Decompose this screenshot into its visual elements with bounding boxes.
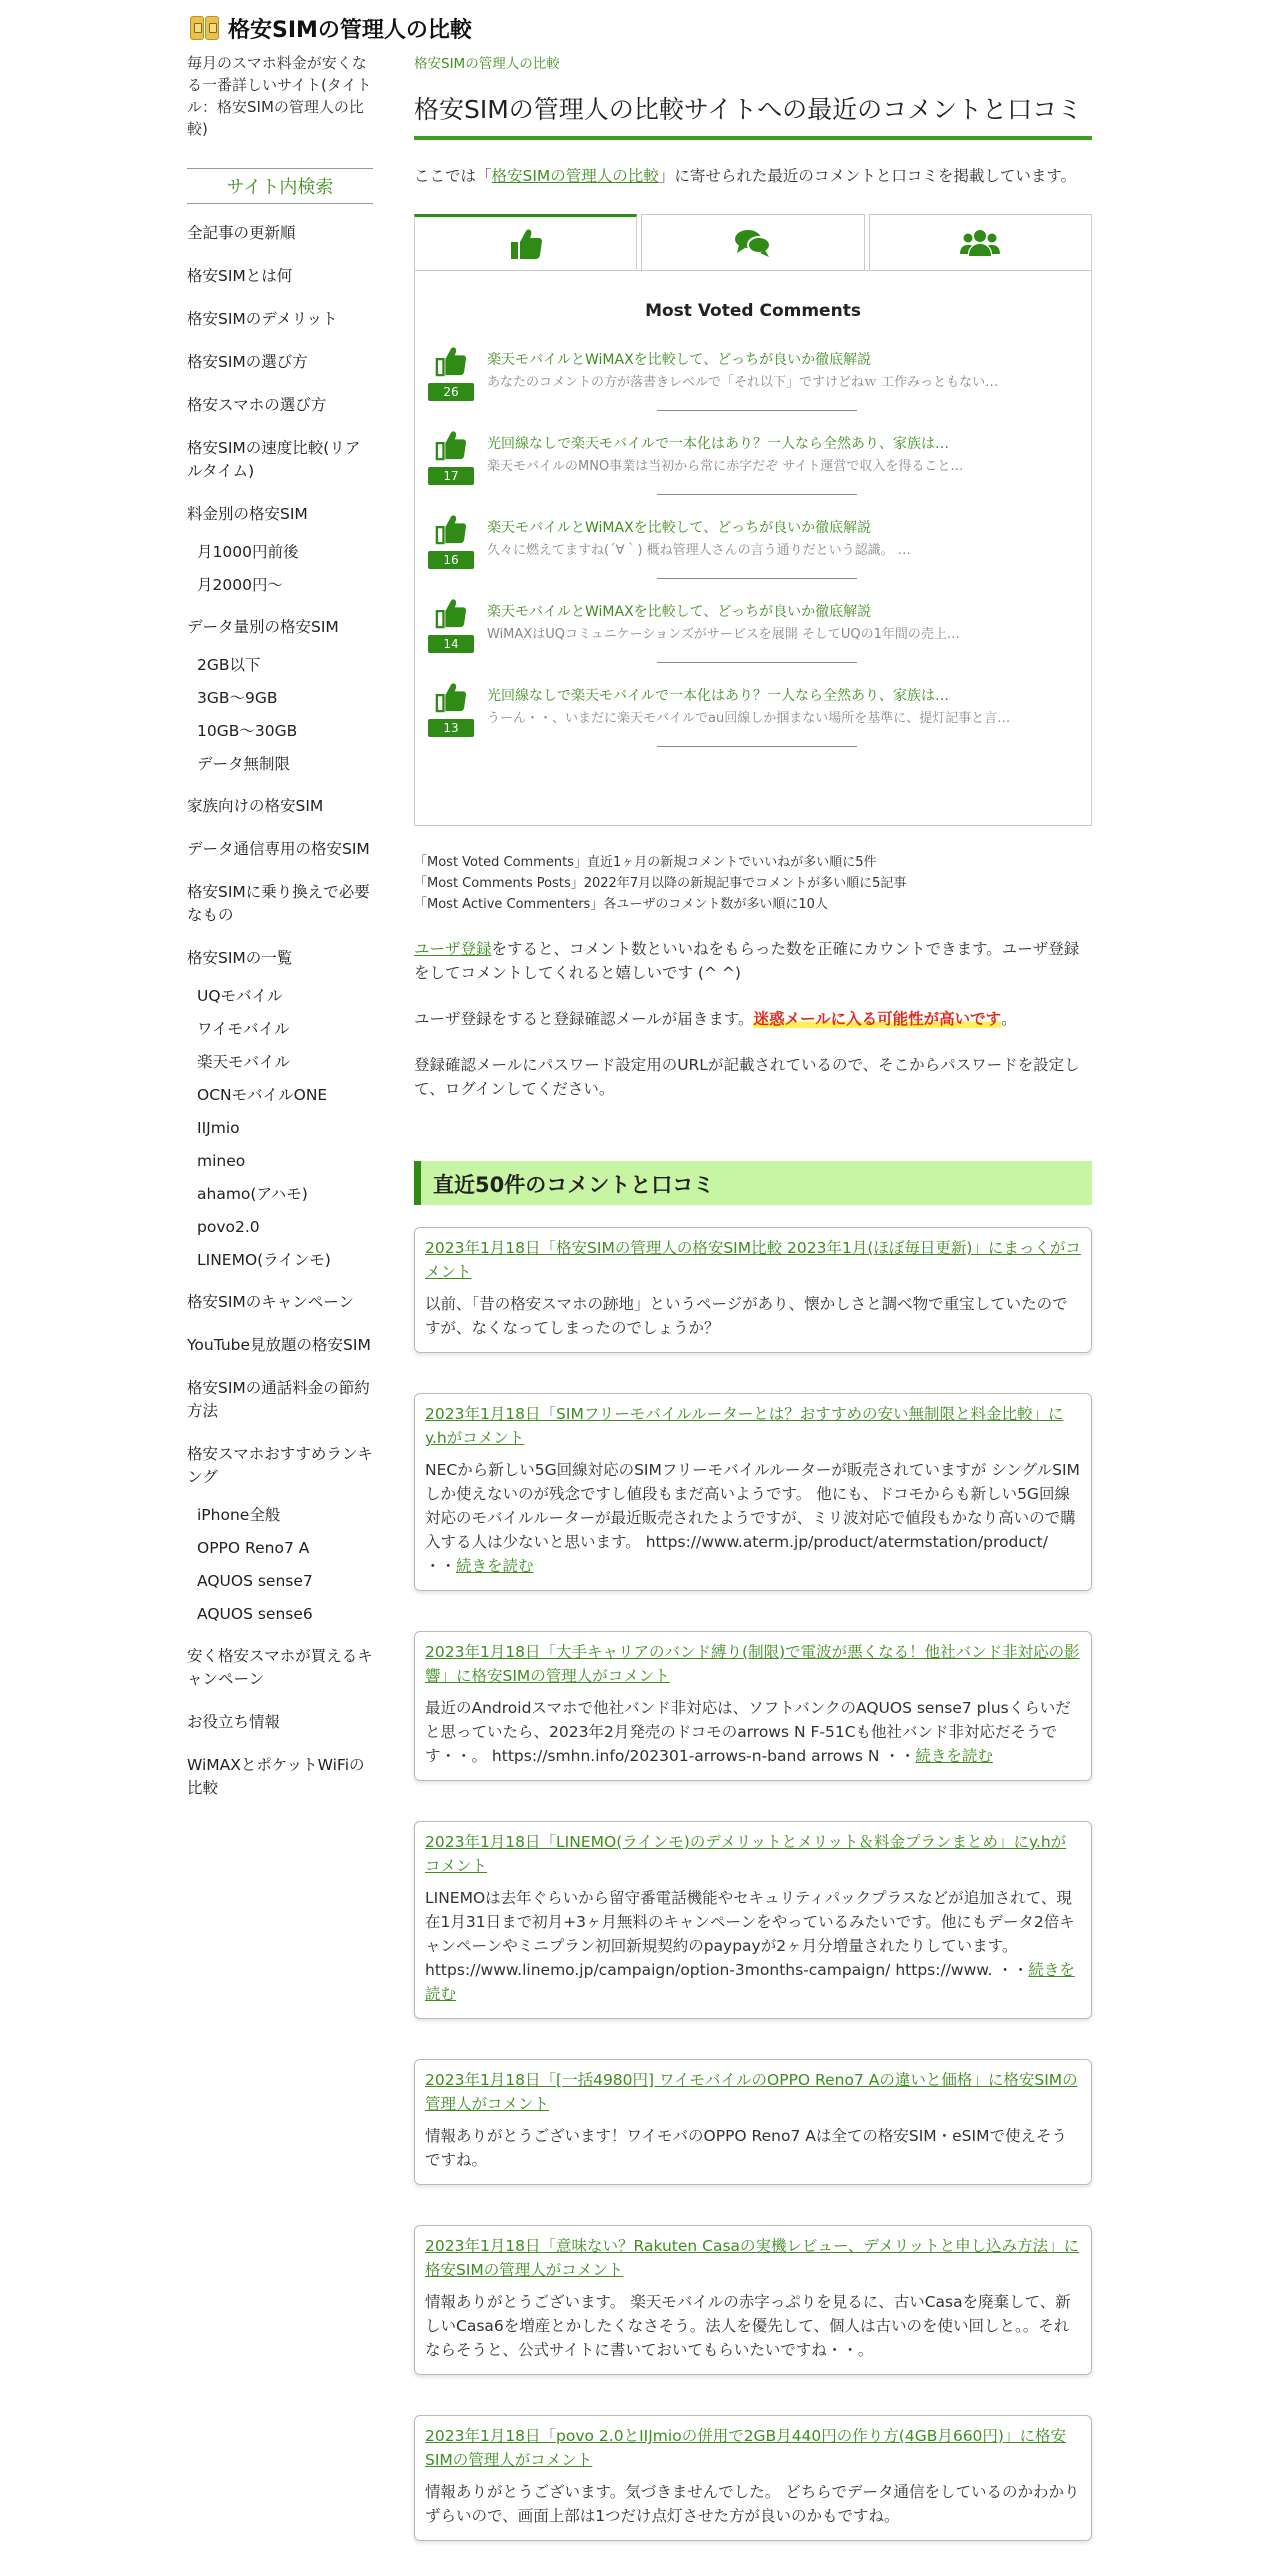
vote-block [425,597,477,681]
vote-count-badge: 26 [428,383,474,401]
tab-most-voted[interactable] [414,214,637,270]
sidebar-subnav-item[interactable]: 月2000円〜 [197,576,283,594]
comment-body [425,1696,1081,1768]
comment-title-link[interactable]: 2023年1月18日「格安SIMの管理人の格安SIM比較 2023年1月(ほぼ毎日更新)」にまっくがコメント [425,1239,1081,1281]
sidebar-nav-item[interactable]: 全記事の更新順 [187,224,296,242]
comment-body [425,2124,1081,2172]
comment-card [414,2415,1092,2541]
comment-title [425,2234,1081,2282]
thumbs-up-icon[interactable] [435,597,467,633]
divider [657,410,857,411]
register-description: をすると、コメント数といいねをもらった数を正確にカウントできます。ユーザ登録をしてコメントしてくれると嬉しいです (^ ^) [414,940,1080,982]
vote-count-badge: 13 [428,719,474,737]
voted-comment-excerpt[interactable]: 楽天モバイルのMNO事業は当初から常に赤字だぞ サイト運営で収入を得ること… [487,459,964,474]
sim-card-logo-icon[interactable] [190,14,222,42]
sidebar-subnav-item[interactable]: UQモバイル [197,987,283,1005]
page-title: 格安SIMの管理人の比較サイトへの最近のコメントと口コミ [414,90,1092,140]
comment-title-link[interactable]: 2023年1月18日「povo 2.0とIIJmioの併用で2GB月440円の作り方(4GB月660円)」に格安SIMの管理人がコメント [425,2427,1066,2469]
sidebar-subnav-item[interactable]: povo2.0 [197,1218,260,1236]
sidebar-subnav [187,1499,373,1635]
comment-title [425,2068,1081,2116]
comment-title-link[interactable]: 2023年1月18日「[一括4980円] ワイモバイルのOPPO Reno7 Aの違いと価格」に格安SIMの管理人がコメント [425,2071,1078,2113]
mail-end: 。 [1001,1010,1017,1028]
sidebar-nav-item[interactable]: 格安SIMの速度比較(リアルタイム) [187,439,361,480]
voted-comment-excerpt[interactable]: うーん・・、いまだに楽天モバイルでau回線しか掴まない場所を基準に、提灯記事と言… [487,711,1011,726]
sidebar-nav-item[interactable]: 格安SIMに乗り換えで必要なもの [187,883,370,924]
sidebar-nav-item[interactable]: 格安SIMとは何 [187,267,293,285]
password-text: 登録確認メールにパスワード設定用のURLが記載されているので、そこからパスワードを設定して、ログインしてください。 [414,1056,1080,1098]
sidebar-nav-item[interactable]: 格安SIMのデメリット [187,310,338,328]
tab-most-comments[interactable] [641,214,864,270]
site-header [190,8,472,48]
comment-card [414,1631,1092,1781]
sidebar-subnav [187,649,373,785]
thumbs-up-icon[interactable] [435,681,467,717]
breadcrumb[interactable] [414,52,1092,72]
comment-body [425,1458,1081,1578]
sidebar-subnav-item[interactable]: ahamo(アハモ) [197,1185,308,1203]
sidebar-subnav [187,536,373,606]
sidebar-nav-item[interactable]: 料金別の格安SIM [187,505,308,523]
comment-card [414,1821,1092,2019]
sidebar-subnav-item[interactable]: iPhone全般 [197,1506,281,1524]
recent-comments-list [414,1227,1092,2541]
read-more-link[interactable]: 続きを読む [915,1747,993,1765]
site-search-heading: サイト内検索 [187,168,373,204]
sidebar-nav-item[interactable]: データ量別の格安SIM [187,618,339,636]
comment-title-link[interactable]: 2023年1月18日「意味ない？Rakuten Casaの実機レビュー、デメリットと申し込み方法」に格安SIMの管理人がコメント [425,2237,1080,2279]
comment-text: 情報ありがとうございます！ワイモバのOPPO Reno7 Aは全ての格安SIM・eSIMで使えそうですね。 [425,2127,1067,2169]
sidebar-subnav-item[interactable]: 10GB〜30GB [197,722,298,740]
comment-title [425,1830,1081,1878]
voted-comment-text [487,681,1047,765]
comment-body [425,1292,1081,1340]
voted-comment-text [487,429,1047,513]
comment-title [425,1402,1081,1450]
recent-comments-heading: 直近50件のコメントと口コミ [414,1161,1092,1205]
comment-text: 以前、「昔の格安スマホの跡地」というページがあり、懐かしさと調べ物で重宝していたのですが、なくなってしまったのでしょうか？ [425,1295,1068,1337]
vote-count-badge: 16 [428,551,474,569]
tab-most-active[interactable] [869,214,1092,270]
vote-block [425,345,477,429]
vote-count-badge: 14 [428,635,474,653]
sidebar-nav-item[interactable]: 安く格安スマホが買えるキャンペーン [187,1647,373,1688]
divider [657,494,857,495]
voted-comment-item [415,681,1091,765]
main-content [414,52,1092,2541]
comment-text: 最近のAndroidスマホで他社バンド非対応は、ソフトバンクのAQUOS sense7 plusくらいだと思っていたら、2023年2月発売のドコモのarrows N F-51Cも他社バンド非対応だそうです・・。 https://smhn.info/202301-arrows-n-band arrows N ・・ [425,1699,1071,1765]
comment-card [414,1227,1092,1353]
sidebar-nav-item[interactable]: データ通信専用の格安SIM [187,840,370,858]
sidebar-nav-item[interactable]: 格安SIMのキャンペーン [187,1293,354,1311]
sidebar-nav-item[interactable]: 格安スマホの選び方 [187,396,327,414]
sidebar-subnav-item[interactable]: OPPO Reno7 A [197,1539,310,1557]
widget-note: 「Most Voted Comments」直近1ヶ月の新規コメントでいいねが多い順に5件 [414,855,877,870]
read-more-link[interactable]: 続きを読む [456,1557,534,1575]
comment-title-link[interactable]: 2023年1月18日「LINEMO(ラインモ)のデメリットとメリット＆料金プランまとめ」にy.hがコメント [425,1833,1067,1875]
thumbs-up-icon[interactable] [435,429,467,465]
vote-count-badge: 17 [428,467,474,485]
sidebar-nav-item[interactable]: 格安SIMの選び方 [187,353,308,371]
divider [657,746,857,747]
breadcrumb-home-link[interactable]: 格安SIMの管理人の比較 [414,56,560,72]
comments-widget [414,214,1092,826]
comment-body [425,2290,1081,2362]
sidebar-subnav-item[interactable]: IIJmio [197,1119,240,1137]
vote-block [425,513,477,597]
intro-site-link[interactable]: 格安SIMの管理人の比較 [491,167,659,185]
site-description: 毎月のスマホ料金が安くなる一番詳しいサイト(タイトル：格安SIMの管理人の比較) [187,54,372,138]
sidebar-subnav-item[interactable]: データ無制限 [197,755,291,773]
divider [657,662,857,663]
widget-body [414,270,1092,826]
comment-text: NECから新しい5G回線対応のSIMフリーモバイルルーターが販売されていますが シングルSIMしか使えないのが残念ですし値段もまだ高いようです。 他にも、ドコモからも新しい5G回線対応のモバイルルーターが最近販売されたようですが、ミリ波対応で値段もかなり高いので購入する人は少ないと思います。 https://www.aterm.jp/product/atermstation/product/ ・・ [425,1461,1080,1575]
sidebar-nav [187,212,373,1810]
widget-note: 「Most Comments Posts」2022年7月以降の新規記事でコメントが多い順に5記事 [414,876,907,891]
read-more-link[interactable]: 続きを読む [425,1961,1075,2003]
intro-prefix: ここでは「 [414,167,492,185]
intro-text [414,164,1092,188]
divider [657,578,857,579]
sidebar-subnav-item[interactable]: mineo [197,1152,246,1170]
comment-card [414,1393,1092,1591]
thumbs-up-icon [509,228,543,260]
sidebar-subnav-item[interactable]: OCNモバイルONE [197,1086,328,1104]
register-link[interactable]: ユーザ登録 [414,940,492,958]
sidebar-subnav-item[interactable]: AQUOS sense7 [197,1572,313,1590]
register-text [414,937,1092,985]
widget-notes [414,852,1092,915]
comment-title-link[interactable]: 2023年1月18日「SIMフリーモバイルルーターとは？おすすめの安い無制限と料金比較」にy.hがコメント [425,1405,1064,1447]
widget-tabs [414,214,1092,270]
voted-comment-text [487,345,1047,429]
comments-icon [735,228,771,258]
comment-card [414,2059,1092,2185]
comment-card [414,2225,1092,2375]
comment-text: 情報ありがとうございます。 楽天モバイルの赤字っぷりを見るに、古いCasaを廃棄して、新しいCasa6を増産とかしたくなさそう。法人を優先して、個人は古いのを使い回しと。。それならそうと、公式サイトに書いておいてもらいたいですね・・。 [425,2293,1071,2359]
sidebar-nav-item[interactable]: 格安SIMの一覧 [187,949,293,967]
voted-comment-item [415,513,1091,597]
sidebar-subnav-item[interactable]: LINEMO(ラインモ) [197,1251,331,1269]
sidebar-subnav-item[interactable]: ワイモバイル [197,1020,290,1038]
widget-heading: Most Voted Comments [645,301,861,321]
sidebar-subnav-item[interactable]: 月1000円前後 [197,543,299,561]
sidebar-nav-item[interactable]: WiMAXとポケットWiFiの比較 [187,1756,365,1797]
vote-block [425,681,477,765]
mail-text [414,1007,1092,1031]
voted-comment-post-link[interactable]: 楽天モバイルとWiMAXを比較して、どっちが良いか徹底解説 [487,352,872,368]
sidebar-subnav-item[interactable]: 楽天モバイル [197,1053,291,1071]
sidebar-nav-item[interactable]: 格安SIMの通話料金の節約方法 [187,1379,370,1420]
mail-description: ユーザ登録をすると登録確認メールが届きます。 [414,1010,754,1028]
sidebar-subnav-item[interactable]: AQUOS sense6 [197,1605,313,1623]
users-icon [960,228,1000,258]
comment-text: 情報ありがとうございます。気づきませんでした。 どちらでデータ通信をしているのかわかりずらいので、画面上部は1つだけ点灯させた方が良いのかもですね。 [425,2483,1080,2525]
voted-comment-post-link[interactable]: 光回線なしで楽天モバイルで一本化はあり？一人なら全然あり、家族は… [487,688,949,704]
sidebar-subnav-item[interactable]: 3GB〜9GB [197,689,278,707]
voted-comment-excerpt[interactable]: 久々に燃えてますね(´∀｀) 概ね管理人さんの言う通りだという認識。 … [487,543,911,558]
sidebar [187,52,373,1810]
sidebar-subnav [187,980,373,1281]
site-title[interactable]: 格安SIMの管理人の比較 [228,17,472,43]
spam-warning: 迷惑メールに入る可能性が高いです [753,1010,1002,1028]
comment-title [425,2424,1081,2472]
voted-comment-item [415,597,1091,681]
thumbs-up-icon[interactable] [435,345,467,381]
comment-body [425,1886,1081,2006]
sidebar-subnav-item[interactable]: 2GB以下 [197,656,261,674]
voted-comment-post-link[interactable]: 楽天モバイルとWiMAXを比較して、どっちが良いか徹底解説 [487,520,872,536]
sidebar-nav-item[interactable]: 家族向けの格安SIM [187,797,324,815]
comment-title [425,1236,1081,1284]
comment-body [425,2480,1081,2528]
comment-text: LINEMOは去年ぐらいから留守番電話機能やセキュリティパックプラスなどが追加されて、現在1月31日まで初月+3ヶ月無料のキャンペーンをやっているみたいです。他にもデータ2倍キャンペーンやミニプラン初回新規契約のpaypayが2ヶ月分増量されたりしています。 https://www.linemo.jp/campaign/option-3months-campaign/ https://www. ・・ [425,1889,1075,1979]
sidebar-nav-item[interactable]: お役立ち情報 [187,1713,281,1731]
voted-comment-post-link[interactable]: 楽天モバイルとWiMAXを比較して、どっちが良いか徹底解説 [487,604,872,620]
thumbs-up-icon[interactable] [435,513,467,549]
voted-comment-item [415,345,1091,429]
voted-comment-item [415,429,1091,513]
vote-block [425,429,477,513]
widget-note: 「Most Active Commenters」各ユーザのコメント数が多い順に10人 [414,897,828,912]
voted-comment-excerpt[interactable]: あなたのコメントの方が落書きレベルで「それ以下」ですけどねｗ 工作みっともない… [487,375,999,390]
comment-title [425,1640,1081,1688]
voted-comment-text [487,597,1047,681]
voted-comment-text [487,513,1047,597]
intro-suffix: 」に寄せられた最近のコメントと口コミを掲載しています。 [658,167,1077,185]
sidebar-nav-item[interactable]: 格安スマホおすすめランキング [187,1445,373,1486]
voted-comment-post-link[interactable]: 光回線なしで楽天モバイルで一本化はあり？一人なら全然あり、家族は… [487,436,949,452]
sidebar-nav-item[interactable]: YouTube見放題の格安SIM [187,1336,371,1354]
most-voted-list [415,345,1091,765]
comment-title-link[interactable]: 2023年1月18日「大手キャリアのバンド縛り(制限)で電波が悪くなる！他社バンド非対応の影響」に格安SIMの管理人がコメント [425,1643,1080,1685]
voted-comment-excerpt[interactable]: WiMAXはUQコミュニケーションズがサービスを展開 そしてUQの1年間の売上… [487,627,960,642]
